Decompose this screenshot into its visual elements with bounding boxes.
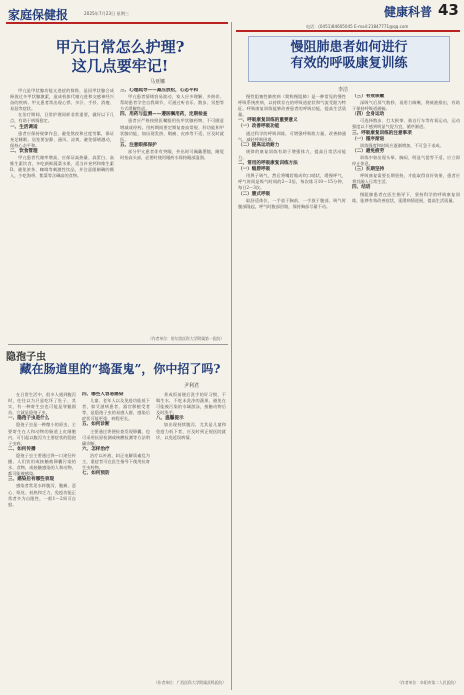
paragraph: 感染者常见水样腹泻、腹痛、恶心、呕吐、低热和乏力，免疫功能正常者多为自限性，一般1～2周可自愈。 xyxy=(8,483,76,507)
header-rule-left xyxy=(6,22,228,24)
paragraph: 用鼻子吸气，然后将嘴唇缩成吹口哨状，缓慢呼气，呼气时间是吸气时间的2～3倍，每次练习10～15分钟，每日2～3次。 xyxy=(238,173,346,191)
article2-col2 xyxy=(82,392,150,688)
article3-title xyxy=(248,40,450,73)
paragraph: 甲亢患者情绪容易波动，家人应多理解、多陪伴，帮助患者学会自我调节，可通过听音乐、散步、冥想等方式缓解焦虑。 xyxy=(120,94,224,112)
paragraph: 如出现持续腹泻，尤其是儿童和免疫力低下者，应及时到正规医院就诊，以免延误病情。 xyxy=(156,422,226,440)
article2-section-label: 隐孢子虫 xyxy=(6,352,46,363)
paragraph: 呼吸康复需要长期坚持，才能取得良好效果，患者应将其融入日常生活。 xyxy=(352,173,460,185)
paragraph: 慢性阻塞性肺疾病（简称慢阻肺）是一种常见的慢性呼吸系统疾病，以持续存在的呼吸道症状和气流受限为特征。呼吸康复训练能够改善患者的呼吸功能，提高生活质量。 xyxy=(238,94,346,118)
subheading: 八、温馨提示 xyxy=(156,416,184,422)
article1-title-line2: 这几点要牢记! xyxy=(71,56,169,75)
subheading: （二）腹式呼吸 xyxy=(238,191,271,197)
subheading: 五、如何诊断 xyxy=(82,422,110,428)
article1-title-line1: 甲亢日常怎么护理? xyxy=(55,38,185,56)
page-number: 43 xyxy=(438,1,459,19)
left-header-date: 2025年7月23日 星期三 xyxy=(84,11,130,16)
paragraph: 甲亢患者代谢率增高，应保证高热量、高蛋白、高维生素饮食，多吃新鲜蔬菜水果，适当补充钙和维生素D。避免浓茶、咖啡等刺激性饮品，并注意限制碘的摄入，少吃海带、紫菜等含碘高的食物。 xyxy=(10,155,114,179)
left-header-title: 家庭保健报 xyxy=(8,8,69,22)
paragraph: 养成饭前便后洗手的好习惯，不喝生水，不吃未洗净的蔬果，避免在可能被污染的水域游泳，接触动物后及时洗手。 xyxy=(156,392,226,416)
article2-author: 尹利君 xyxy=(184,383,200,389)
subheading: （一）循序渐进 xyxy=(352,136,385,142)
paragraph: 隐孢子虫是一种微小的原虫，主要寄生在人和动物的肠道上皮细胞内，可引起以腹泻为主要症状的隐孢子虫病。 xyxy=(8,422,76,446)
paragraph: 规律的康复训练有助于增强体力，提高日常活动能力。 xyxy=(238,148,346,160)
subheading: 五、注意眼部保护 xyxy=(120,142,157,148)
article3-author: 李洁 xyxy=(338,87,349,93)
paragraph: 患者应严格按照医嘱服用抗甲状腺药物，不可随意增减或停药。用药期间要定期复查血常规、肝功能和甲状腺功能，如出现发热、咽痛、皮疹等不适，应及时就医。 xyxy=(120,118,224,142)
paragraph: 可选择散步、打太极拳、骑自行车等有氧运动，运动强度以不感到明显气促为宜，循序渐进。 xyxy=(352,118,460,130)
article1-col-left xyxy=(10,88,114,338)
article2-source: （作者单位：广西医科大学附属武鸣医院） xyxy=(153,680,226,685)
center-divider xyxy=(231,22,232,690)
article3-col1 xyxy=(238,94,346,682)
subheading: 六、怎样治疗 xyxy=(82,446,110,452)
article2-title: 藏在肠道里的“捣蛋鬼”，你中招了吗? xyxy=(19,362,221,376)
subheading: （三）有效咳嗽 xyxy=(352,94,385,99)
subheading: 四、用药与监测——遵医嘱用药，定期检查 xyxy=(120,112,208,118)
article3-title-line2: 有效的呼吸康复训练 xyxy=(290,56,408,72)
paragraph: 儿童、老年人以及免疫功能低下者，如艾滋病患者、器官移植受者等，是隐孢子虫的易感人群，感染后症状可能更重、病程更长。 xyxy=(82,398,150,422)
subheading: 三、感染后有哪些表现 xyxy=(8,477,54,483)
header-rule-right xyxy=(236,30,460,32)
paragraph: 训练中如出现头晕、胸闷、明显气促等不适，应立即停止休息。 xyxy=(352,154,460,167)
paragraph: 治疗以补液、纠正电解质紊乱为主，重症者可在医生指导下使用抗寄生虫药物。 xyxy=(82,452,150,471)
article2-col3 xyxy=(156,392,226,676)
article2-col1 xyxy=(8,392,76,688)
paragraph: 隐孢子虫主要通过粪—口途径传播，人们饮用或接触被卵囊污染的水、食物，或接触感染的人和动物，都可能被感染。 xyxy=(8,452,76,477)
subheading: 二、常用的呼吸康复训练方法 xyxy=(238,161,298,167)
subheading: 一、隐孢子虫是什么 xyxy=(8,416,50,422)
article3-col2 xyxy=(352,94,460,672)
article3-source: （作者单位：阜阳市第二人民医院） xyxy=(397,680,458,685)
paragraph: 慢阻肺患者在医生指导下，坚持科学的呼吸康复训练，能够有效改善症状，延缓病情进展，提高生活质量。 xyxy=(352,191,460,203)
right-header-title: 健康科普 xyxy=(384,5,433,19)
subheading: 三、心理疏导——减压放松，心态平和 xyxy=(120,88,199,93)
subheading: 二、如何传播 xyxy=(8,446,36,452)
subheading: 一、呼吸康复训练的重要意义 xyxy=(238,118,298,124)
subheading: （三）长期坚持 xyxy=(352,167,385,173)
paragraph: 在日常生活中，很多人遇到腹泻时，往往以为只是吃坏了肚子，其实，有一种寄生虫也可能是罪魁祸首，它就是隐孢子虫。 xyxy=(8,392,76,416)
article1-source: （作者单位：哈尔滨医科大学附属第一医院） xyxy=(148,336,224,341)
subheading: （一）缩唇呼吸 xyxy=(238,167,271,173)
subheading: （一）改善呼吸功能 xyxy=(238,124,280,130)
subheading: 二、饮食管理 xyxy=(10,148,38,154)
paragraph: 患者应保持规律作息，避免熬夜和过度劳累，保证充足睡眠。居室要安静、通风、凉爽，避免情绪激动，保持心态平和。 xyxy=(10,130,114,148)
article1-col-right xyxy=(120,88,224,338)
subheading: （二）提高运动耐力 xyxy=(238,142,280,148)
subheading: 三、呼吸康复训练的注意事项 xyxy=(352,130,412,136)
paragraph: 通过科学的呼吸训练，可增强呼吸肌力量，改善肺通气，减轻呼吸困难。 xyxy=(238,130,346,142)
subheading: （二）避免疲劳 xyxy=(352,148,385,154)
subheading: 四、哪些人容易感染 xyxy=(82,392,124,397)
paragraph: 部分甲亢患者伴有突眼，外出时可佩戴墨镜，睡觉时抬高头部，必要时使用眼药水保持眼部湿润。 xyxy=(120,148,224,161)
article1-author: 马亚娜 xyxy=(150,79,166,85)
subheading: （四）全身运动 xyxy=(352,112,385,118)
paragraph: 甲亢是甲状腺功能亢进症的简称，是因甲状腺合成释放过多甲状腺激素，造成机体代谢亢进和交感神经兴奋的疾病。甲亢患者常出现心悸、多汗、手抖、消瘦、易怒等症状。 xyxy=(10,88,114,112)
subheading: 四、结语 xyxy=(352,185,371,191)
subheading: 一、生活调适 xyxy=(10,124,38,130)
article3-title-line1: 慢阻肺患者如何进行 xyxy=(290,40,408,55)
hotline: 电话：(0451)84605045 E-mail:21847771@qq.com xyxy=(306,24,409,29)
paragraph: 训练强度和时间应逐渐增加，不可急于求成。 xyxy=(360,142,444,148)
subheading: 七、如何预防 xyxy=(82,471,110,477)
paragraph: 在治疗期间，日常护理同样非常重要，做好以下几点，有助于病情稳定。 xyxy=(10,112,114,124)
left-header xyxy=(6,4,228,22)
paragraph: 主要通过粪便检查发现卵囊，也可采用抗原检测或核酸检测等方法明确诊断。 xyxy=(82,428,150,446)
article1-title xyxy=(20,38,220,76)
article-separator xyxy=(8,344,228,345)
paragraph: 深吸气后屏气数秒，再用力咳嗽，将痰液排出，有助于保持呼吸道通畅。 xyxy=(352,100,460,112)
paragraph: 取舒适体位，一手放于胸前，一手放于腹部，吸气时腹部隆起，呼气时腹部回缩，保持胸部尽量不动。 xyxy=(238,197,346,209)
